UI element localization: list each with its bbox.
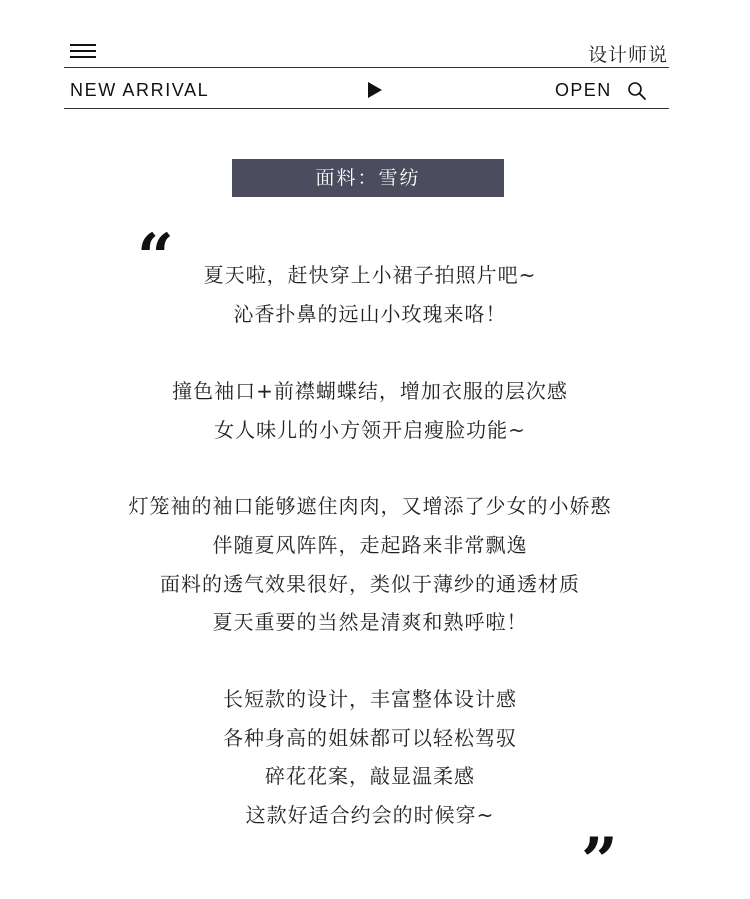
description-line: 这款好适合约会的时候穿~ <box>245 803 495 827</box>
menu-bar <box>70 56 96 58</box>
description-line: 面料的透气效果很好，类似于薄纱的通透材质 <box>160 572 580 596</box>
description-line: 沁香扑鼻的远山小玫瑰来咯！ <box>233 302 507 326</box>
description-line: 碎花花案，敲显温柔感 <box>265 764 475 788</box>
description-line: 夏天重要的当然是清爽和熟呼啦！ <box>212 610 528 634</box>
description-line: 灯笼袖的袖口能够遮住肉肉，又增添了少女的小娇憨 <box>128 494 612 518</box>
menu-bar <box>70 44 96 46</box>
fabric-section-title: 面料：雪纺 <box>232 159 504 197</box>
description-line: 长短款的设计，丰富整体设计感 <box>223 687 517 711</box>
designer-says-link[interactable]: 设计师说 <box>587 44 668 66</box>
open-link[interactable]: OPEN <box>555 80 612 100</box>
description-line: 女人味儿的小方领开启瘦脸功能~ <box>214 418 526 442</box>
description-line: 伴随夏风阵阵，走起路来非常飘逸 <box>212 533 528 557</box>
description-line: 各种身高的姐妹都可以轻松驾驭 <box>223 726 517 750</box>
description-line: 夏天啦，赶快穿上小裙子拍照片吧~ <box>203 263 537 287</box>
nav-top-divider <box>64 67 669 68</box>
hamburger-menu-icon[interactable] <box>70 44 96 60</box>
play-icon[interactable] <box>368 82 382 98</box>
open-quote-mark: “ <box>137 220 171 295</box>
menu-bar <box>70 50 96 52</box>
search-icon[interactable] <box>627 81 647 101</box>
description-line: 撞色袖口+前襟蝴蝶结，增加衣服的层次感 <box>172 379 568 403</box>
nav-bottom-divider <box>64 108 669 109</box>
new-arrival-link[interactable]: NEW ARRIVAL <box>70 80 210 100</box>
close-quote-mark: ” <box>581 824 615 899</box>
